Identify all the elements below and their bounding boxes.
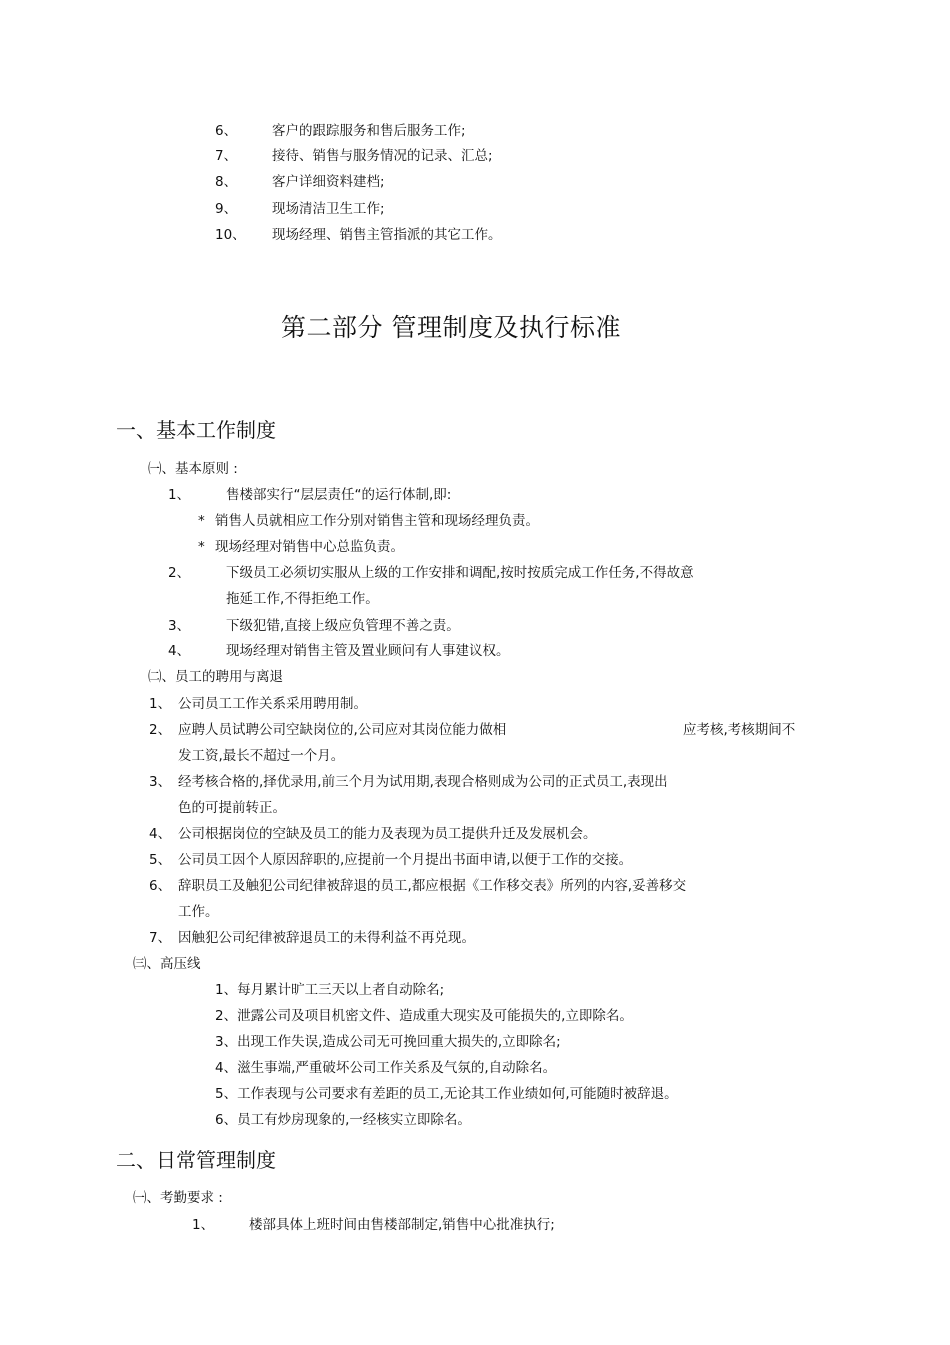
list-item-text: 客户的跟踪服务和售后服务工作;	[272, 123, 466, 139]
list-item-text: 因触犯公司纪律被辞退员工的未得利益不再兑现。	[178, 930, 475, 946]
subsection-heading: ㈢、高压线	[133, 956, 201, 972]
subsection-heading: ㈡、员工的聘用与离退	[148, 669, 283, 685]
list-item-continuation: 工作。	[178, 904, 219, 920]
list-number: 7、	[149, 930, 172, 946]
list-item-text: 现场清洁卫生工作;	[272, 201, 385, 217]
list-number: 1、	[168, 487, 191, 503]
list-number: 8、	[215, 174, 238, 190]
list-item-text: 公司员工工作关系采用聘用制。	[178, 696, 367, 712]
list-number: 6、	[215, 123, 238, 139]
list-item-continuation: 拖延工作,不得拒绝工作。	[226, 591, 379, 607]
list-number: 2、	[149, 722, 172, 738]
list-item-text: 5、工作表现与公司要求有差距的员工,无论其工作业绩如何,可能随时被辞退。	[215, 1086, 678, 1102]
list-number: 10、	[215, 227, 246, 243]
bullet-marker: *	[198, 513, 205, 529]
list-item-continuation: 色的可提前转正。	[178, 800, 286, 816]
list-number: 1、	[192, 1217, 215, 1233]
list-number: 5、	[149, 852, 172, 868]
list-item-text: 现场经理对销售主管及置业顾问有人事建议权。	[226, 643, 510, 659]
list-number: 6、	[149, 878, 172, 894]
section-heading: 二、日常管理制度	[116, 1148, 276, 1172]
part-title: 第二部分 管理制度及执行标准	[281, 313, 621, 342]
list-number: 9、	[215, 201, 238, 217]
list-number: 4、	[149, 826, 172, 842]
list-item-text: 4、滋生事端,严重破坏公司工作关系及气氛的,自动除名。	[215, 1060, 557, 1076]
list-item-text: 下级员工必须切实服从上级的工作安排和调配,按时按质完成工作任务,不得故意	[226, 565, 694, 581]
subsection-heading: ㈠、基本原则 :	[148, 461, 238, 477]
list-item-text: 楼部具体上班时间由售楼部制定,销售中心批准执行;	[249, 1217, 555, 1233]
list-number: 1、	[149, 696, 172, 712]
list-item-text: 客户详细资料建档;	[272, 174, 385, 190]
list-item-text: 应聘人员试聘公司空缺岗位的,公司应对其岗位能力做相	[178, 722, 507, 738]
list-number: 2、	[168, 565, 191, 581]
list-item-text: 6、员工有炒房现象的,一经核实立即除名。	[215, 1112, 471, 1128]
list-item-text: 1、每月累计旷工三天以上者自动除名;	[215, 982, 445, 998]
list-item-text: 售楼部实行“层层责任“的运行体制,即:	[226, 487, 452, 503]
list-item-text: 现场经理、销售主管指派的其它工作。	[272, 227, 502, 243]
list-item-text: 经考核合格的,择优录用,前三个月为试用期,表现合格则成为公司的正式员工,表现出	[178, 774, 668, 790]
bullet-marker: *	[198, 539, 205, 555]
list-item-text: 辞职员工及触犯公司纪律被辞退的员工,都应根据《工作移交表》所列的内容,妥善移交	[178, 878, 687, 894]
list-number: 3、	[168, 618, 191, 634]
list-item-text: 接待、销售与服务情况的记录、汇总;	[272, 148, 493, 164]
list-item-text: 3、出现工作失误,造成公司无可挽回重大损失的,立即除名;	[215, 1034, 561, 1050]
list-item-continuation: 发工资,最长不超过一个月。	[178, 748, 345, 764]
bullet-text: 现场经理对销售中心总监负责。	[215, 539, 404, 555]
list-number: 3、	[149, 774, 172, 790]
list-item-text: 公司员工因个人原因辞职的,应提前一个月提出书面申请,以便于工作的交接。	[178, 852, 633, 868]
subsection-heading: ㈠、考勤要求 :	[133, 1190, 223, 1206]
section-heading: 一、基本工作制度	[116, 418, 276, 442]
list-item-text: 公司根据岗位的空缺及员工的能力及表现为员工提供升迁及发展机会。	[178, 826, 597, 842]
bullet-text: 销售人员就相应工作分别对销售主管和现场经理负责。	[215, 513, 539, 529]
list-item-text-right: 应考核,考核期间不	[683, 722, 796, 738]
list-number: 7、	[215, 148, 238, 164]
list-number: 4、	[168, 643, 191, 659]
list-item-text: 2、泄露公司及项目机密文件、造成重大现实及可能损失的,立即除名。	[215, 1008, 633, 1024]
list-item-text: 下级犯错,直接上级应负管理不善之责。	[226, 618, 460, 634]
